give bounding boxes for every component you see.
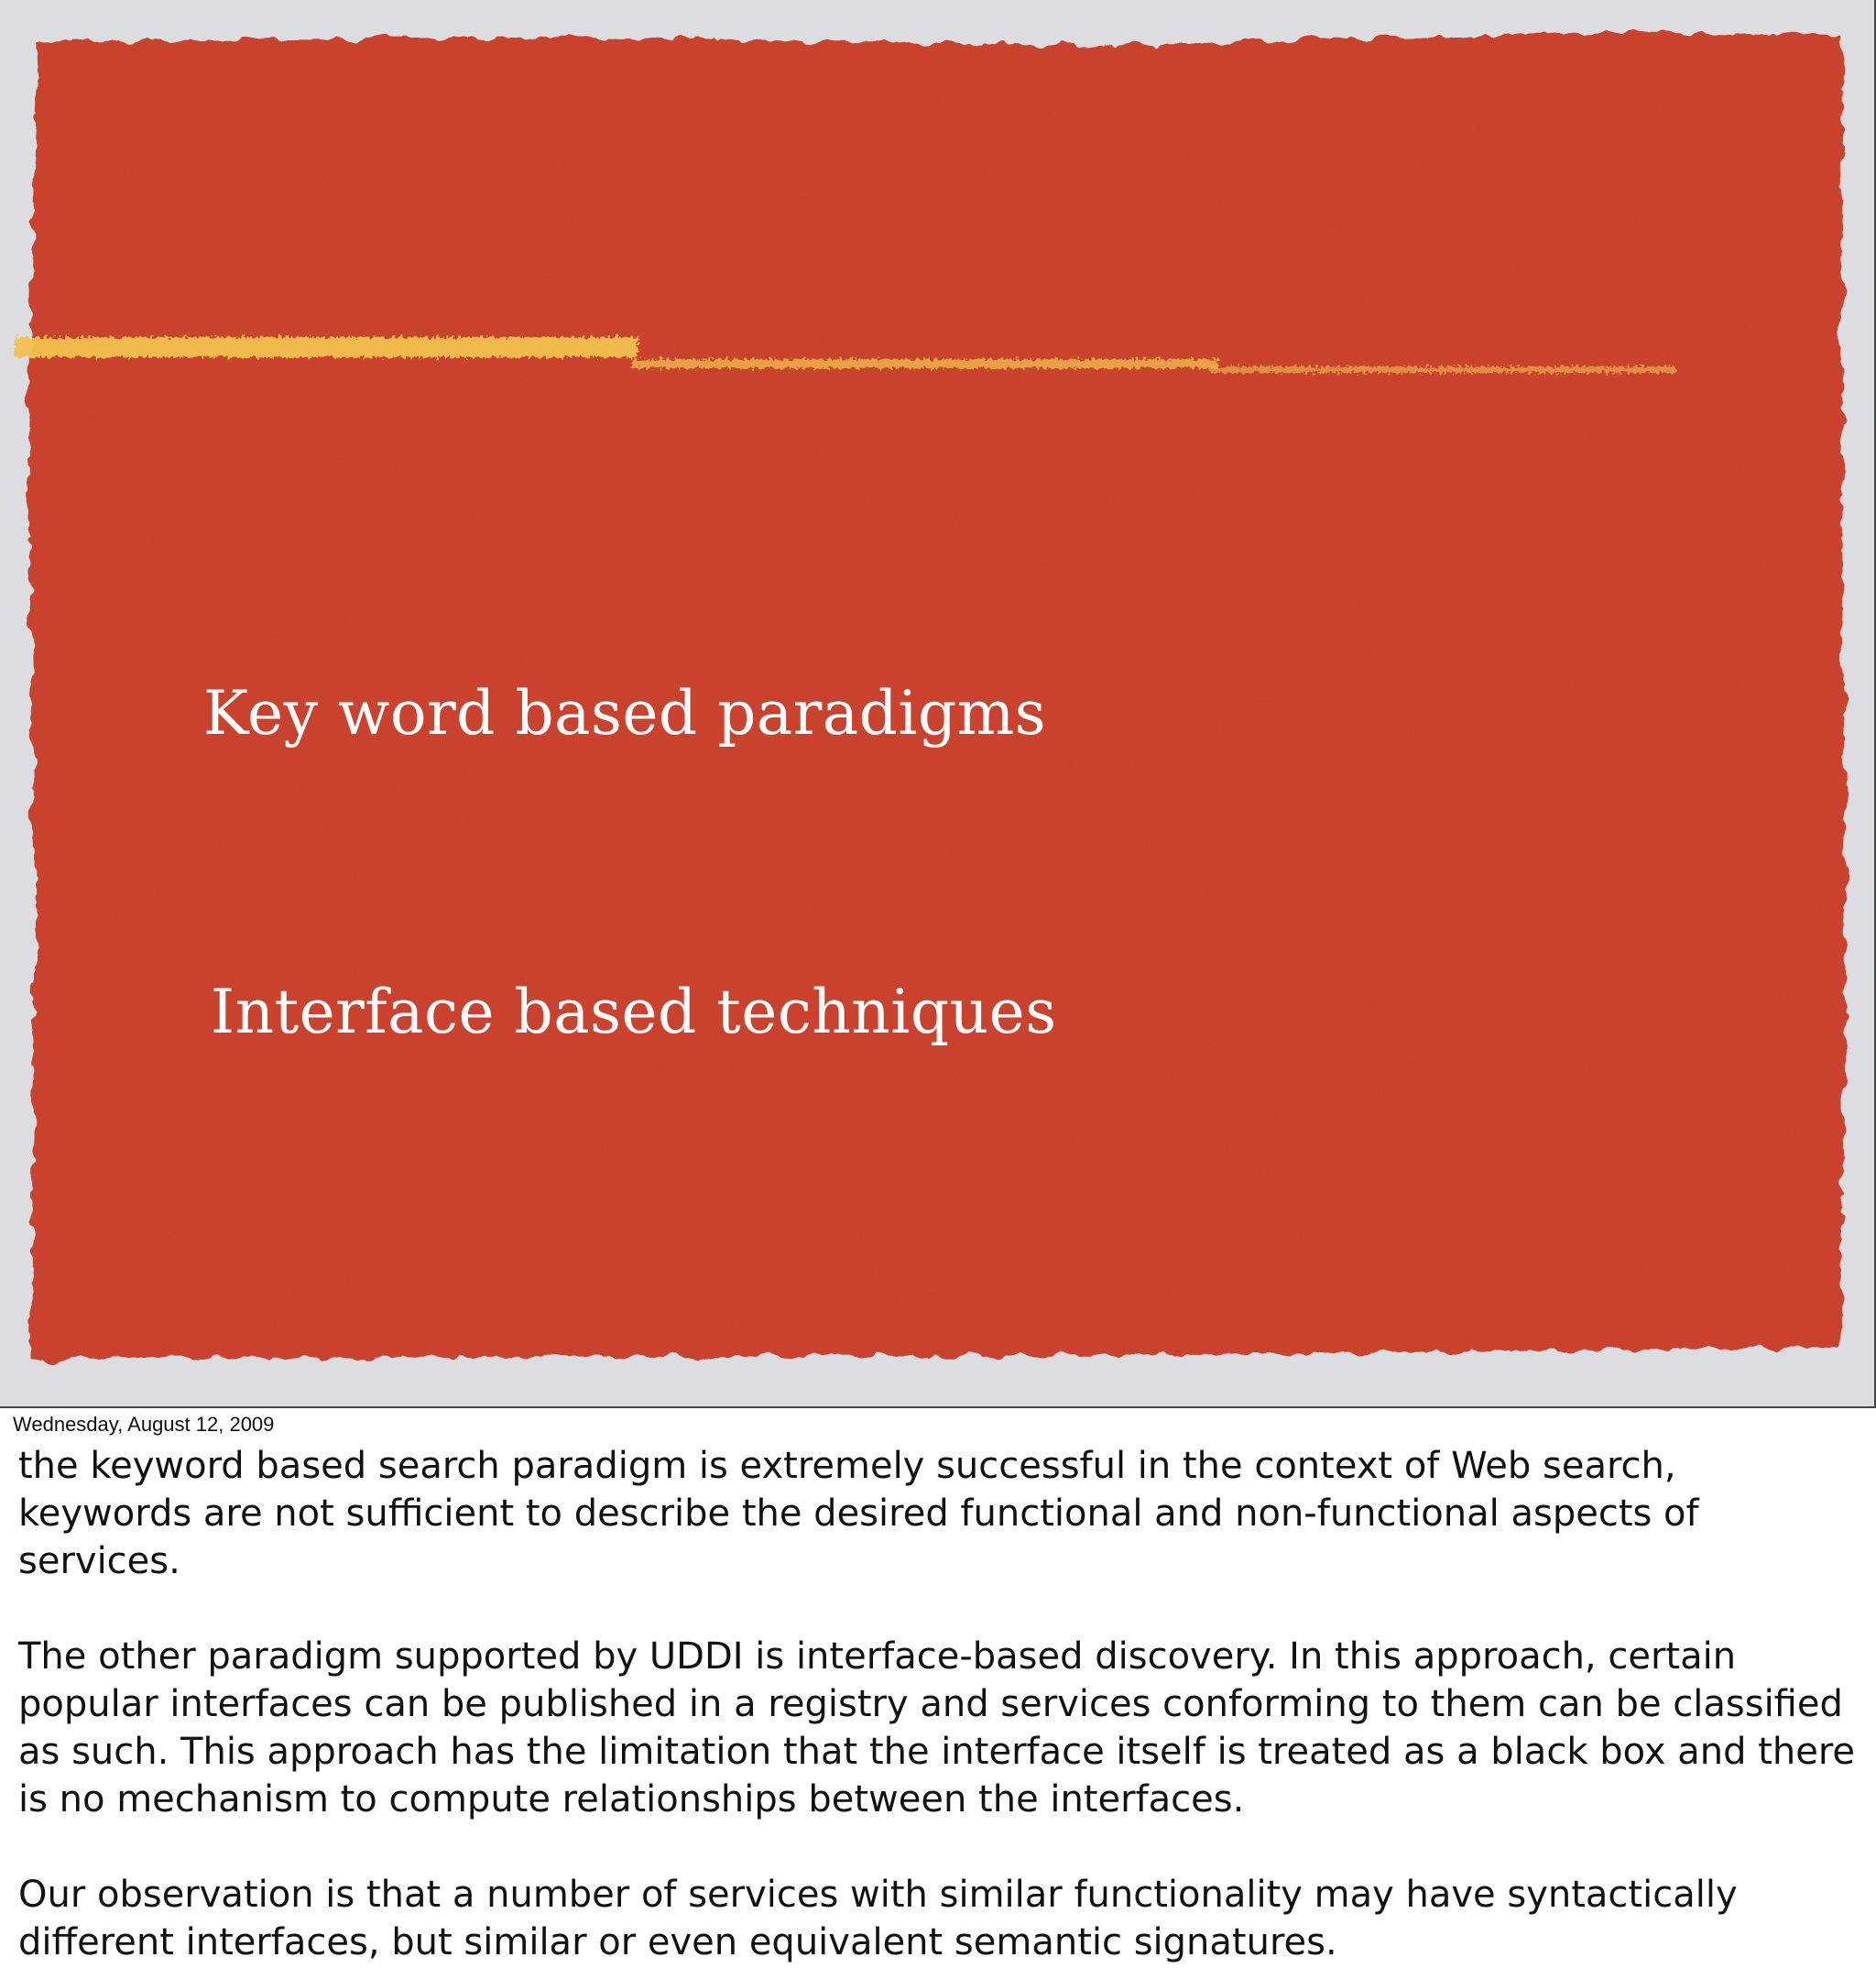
notes-paragraph: The other paradigm supported by UDDI is interface-based discovery. In this approach, certain popular interfaces can be published in a registry and services conforming to them can be classified as such. This approach has the limitation that the interface itself is treated as a black box and there is no mechanism to compute relationships between the interfaces. [18, 1635, 1855, 1820]
notes-paragraph: the keyword based search paradigm is extremely successful in the context of Web search, keywords are not sufficient to describe the desired functional and non-functional aspects of services. [18, 1445, 1699, 1582]
bullet-interface-techniques: Interface based techniques [211, 977, 1057, 1047]
slide-date: Wednesday, August 12, 2009 [13, 1413, 275, 1436]
notes-paragraph: Our observation is that a number of services with similar functionality may have syntactically different interfaces, but similar or even equivalent semantic signatures. [18, 1874, 1738, 1963]
speaker-notes [18, 1442, 1860, 1966]
bullet-keyword-paradigms: Key word based paradigms [203, 678, 1047, 749]
